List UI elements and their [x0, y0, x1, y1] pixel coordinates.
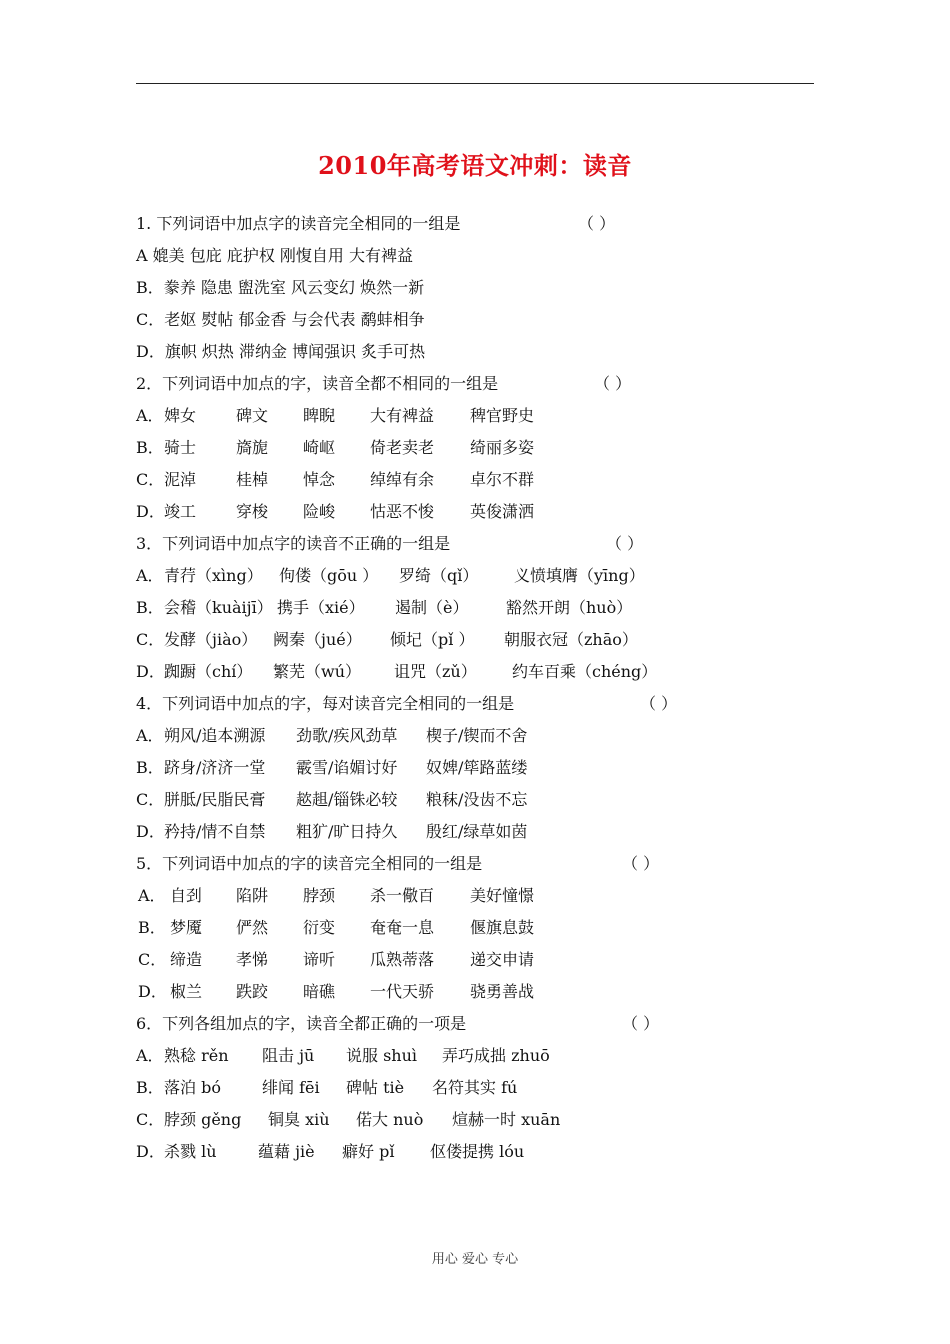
option-item: 暗礁: [303, 982, 336, 1001]
option-item: 大有裨益: [370, 406, 435, 425]
option-item: 俨然: [236, 918, 269, 937]
option-item: 癖好 pǐ: [342, 1142, 395, 1161]
option-item: 青荇（xìng）: [164, 566, 263, 585]
q1-option-a: [136, 240, 816, 272]
option-label: B．: [136, 438, 164, 457]
q1-stem-line: [136, 208, 816, 240]
question-list: [136, 208, 816, 1168]
option-item: 豁然开朗（huò）: [506, 598, 633, 617]
option-item: 瓜熟蒂落: [370, 950, 435, 969]
option-item: 椒兰: [170, 982, 203, 1001]
q3-option-b: [136, 592, 816, 624]
option-item: 孝悌: [236, 950, 269, 969]
q2-option-d: [136, 496, 816, 528]
q6-option-a: [136, 1040, 816, 1072]
option-item: 卓尔不群: [470, 470, 535, 489]
option-label: C．: [138, 950, 167, 969]
option-item: 递交申请: [470, 950, 535, 969]
q1-option-b-text: B．豢养 隐患 盥洗室 风云变幻 焕然一新: [136, 278, 425, 297]
option-item: 发酵（jiào）: [164, 630, 258, 649]
option-item: 粗犷/旷日持久: [296, 822, 398, 841]
q5-option-d: [136, 976, 816, 1008]
option-item: 稗官野史: [470, 406, 535, 425]
q3-option-c: [136, 624, 816, 656]
option-item: 陷阱: [236, 886, 269, 905]
q1-option-c-text: C．老妪 熨帖 郁金香 与会代表 鹬蚌相争: [136, 310, 425, 329]
option-item: 骁勇善战: [470, 982, 535, 1001]
option-item: 骑士: [164, 438, 197, 457]
q2-option-a: [136, 400, 816, 432]
option-item: 险峻: [303, 502, 336, 521]
q5-stem-line: [136, 848, 816, 880]
option-item: 殷红/绿草如茵: [426, 822, 528, 841]
option-item: 美好憧憬: [470, 886, 535, 905]
option-item: 伛偻提携 lóu: [430, 1142, 525, 1161]
q5-option-a: [136, 880, 816, 912]
q3-option-d: [136, 656, 816, 688]
option-item: 奴婢/筚路蓝缕: [426, 758, 528, 777]
option-item: 铜臭 xiù: [268, 1110, 330, 1129]
option-item: 穿梭: [236, 502, 269, 521]
option-item: 倚老卖老: [370, 438, 435, 457]
option-label: A．: [136, 406, 164, 425]
q1-option-d: [136, 336, 816, 368]
option-item: 落泊 bó: [164, 1078, 221, 1097]
option-item: 会稽（kuàijī）: [164, 598, 273, 617]
option-item: 朝服衣冠（zhāo）: [504, 630, 638, 649]
option-label: D．: [136, 502, 165, 521]
option-label: D．: [138, 982, 167, 1001]
option-item: 蕴藉 jiè: [258, 1142, 315, 1161]
q1-option-d-text: D．旗帜 炽热 滞纳金 博闻强识 炙手可热: [136, 342, 426, 361]
option-item: 碑文: [236, 406, 269, 425]
option-item: 罗绮（qǐ）: [399, 566, 479, 585]
option-item: 矜持/情不自禁: [164, 822, 266, 841]
option-item: 绮丽多姿: [470, 438, 535, 457]
option-item: 阙秦（jué）: [273, 630, 362, 649]
q1-stem: 1. 下列词语中加点字的读音完全相同的一组是: [136, 214, 461, 233]
option-item: 粮秣/没齿不忘: [426, 790, 528, 809]
option-item: 诅咒（zǔ）: [394, 662, 477, 681]
option-label: D．: [136, 1142, 165, 1161]
q5-stem: 5．下列词语中加点的字的读音完全相同的一组是: [136, 854, 483, 873]
q4-option-b: [136, 752, 816, 784]
q4-option-d: [136, 816, 816, 848]
option-item: 竣工: [164, 502, 197, 521]
option-item: 义愤填膺（yīng）: [514, 566, 645, 585]
option-label: C．: [136, 630, 165, 649]
option-item: 杀一儆百: [370, 886, 435, 905]
q1-option-b: [136, 272, 816, 304]
q3-answer-paren: （ ）: [606, 534, 644, 553]
page-footer: 用心 爱心 专心: [431, 1252, 519, 1267]
option-item: 悼念: [303, 470, 336, 489]
option-label: A．: [136, 1046, 164, 1065]
q4-option-a: [136, 720, 816, 752]
option-label: A．: [136, 726, 164, 745]
q3-stem-line: [136, 528, 816, 560]
option-item: 谛听: [303, 950, 336, 969]
option-item: 跌跤: [236, 982, 269, 1001]
option-item: 奄奄一息: [370, 918, 435, 937]
option-item: 踟蹰（chí）: [164, 662, 253, 681]
option-item: 约车百乘（chéng）: [512, 662, 658, 681]
option-item: 楔子/锲而不舍: [426, 726, 528, 745]
option-item: 霰雪/谄媚讨好: [296, 758, 398, 777]
option-item: 梦魇: [170, 918, 203, 937]
option-item: 说服 shuì: [346, 1046, 418, 1065]
option-item: 佝偻（gōu ）: [279, 566, 379, 585]
option-item: 自刭: [170, 886, 203, 905]
option-label: D．: [136, 822, 165, 841]
option-item: 杀戮 lù: [164, 1142, 217, 1161]
q3-stem: 3．下列词语中加点字的读音不正确的一组是: [136, 534, 451, 553]
option-item: 绯闻 fēi: [262, 1078, 320, 1097]
option-item: 缔造: [170, 950, 203, 969]
q6-stem-line: [136, 1008, 816, 1040]
option-label: B．: [136, 1078, 164, 1097]
option-item: 胼胝/民脂民膏: [164, 790, 266, 809]
option-item: 遏制（è）: [395, 598, 469, 617]
option-label: C．: [136, 1110, 165, 1129]
q4-stem: 4．下列词语中加点的字，每对读音完全相同的一组是: [136, 694, 515, 713]
q4-answer-paren: （ ）: [640, 694, 678, 713]
option-label: D．: [136, 662, 165, 681]
option-item: 怙恶不悛: [370, 502, 435, 521]
page-title: 2010年高考语文冲刺：读音: [318, 151, 632, 180]
q2-option-c: [136, 464, 816, 496]
option-item: 崎岖: [303, 438, 336, 457]
option-item: 脖颈: [303, 886, 336, 905]
q6-option-d: [136, 1136, 816, 1168]
option-item: 一代天骄: [370, 982, 435, 1001]
q2-option-b: [136, 432, 816, 464]
option-item: 倾圮（pǐ ）: [390, 630, 475, 649]
option-label: B．: [138, 918, 166, 937]
q2-answer-paren: （ ）: [594, 374, 632, 393]
option-label: C．: [136, 470, 165, 489]
option-item: 繁芜（wú）: [273, 662, 362, 681]
option-item: 脖颈 gěng: [164, 1110, 242, 1129]
q1-option-a-text: A 媲美 包庇 庇护权 刚愎自用 大有裨益: [136, 246, 413, 265]
option-item: 绰绰有余: [370, 470, 435, 489]
option-label: B．: [136, 598, 164, 617]
option-label: C．: [136, 790, 165, 809]
option-item: 英俊潇洒: [470, 502, 535, 521]
option-item: 泥淖: [164, 470, 197, 489]
option-item: 衍变: [303, 918, 336, 937]
option-item: 朔风/追本溯源: [164, 726, 266, 745]
option-item: 熟稔 rěn: [164, 1046, 229, 1065]
option-item: 旖旎: [236, 438, 269, 457]
q6-stem: 6．下列各组加点的字，读音全都正确的一项是: [136, 1014, 467, 1033]
q1-option-c: [136, 304, 816, 336]
option-label: A．: [138, 886, 166, 905]
q5-option-b: [136, 912, 816, 944]
header-rule: [136, 83, 814, 84]
option-item: 劲歌/疾风劲草: [296, 726, 398, 745]
q4-stem-line: [136, 688, 816, 720]
q2-stem-line: [136, 368, 816, 400]
option-item: 弄巧成拙 zhuō: [442, 1046, 550, 1065]
q2-stem: 2．下列词语中加点的字，读音全都不相同的一组是: [136, 374, 499, 393]
option-item: 桂棹: [236, 470, 269, 489]
option-item: 婢女: [164, 406, 197, 425]
option-item: 偃旗息鼓: [470, 918, 535, 937]
option-label: A．: [136, 566, 164, 585]
option-item: 趑趄/锱铢必较: [296, 790, 398, 809]
option-item: 偌大 nuò: [356, 1110, 424, 1129]
option-item: 睥睨: [303, 406, 336, 425]
q4-option-c: [136, 784, 816, 816]
q5-option-c: [136, 944, 816, 976]
option-item: 跻身/济济一堂: [164, 758, 266, 777]
option-item: 阻击 jū: [262, 1046, 315, 1065]
q1-answer-paren: （ ）: [578, 214, 616, 233]
option-item: 名符其实 fú: [432, 1078, 518, 1097]
option-item: 碑帖 tiè: [346, 1078, 405, 1097]
option-label: B．: [136, 758, 164, 777]
q3-option-a: [136, 560, 816, 592]
q5-answer-paren: （ ）: [622, 854, 660, 873]
q6-answer-paren: （ ）: [622, 1014, 660, 1033]
q6-option-b: [136, 1072, 816, 1104]
q6-option-c: [136, 1104, 816, 1136]
option-item: 携手（xié）: [277, 598, 365, 617]
option-item: 煊赫一时 xuān: [452, 1110, 561, 1129]
